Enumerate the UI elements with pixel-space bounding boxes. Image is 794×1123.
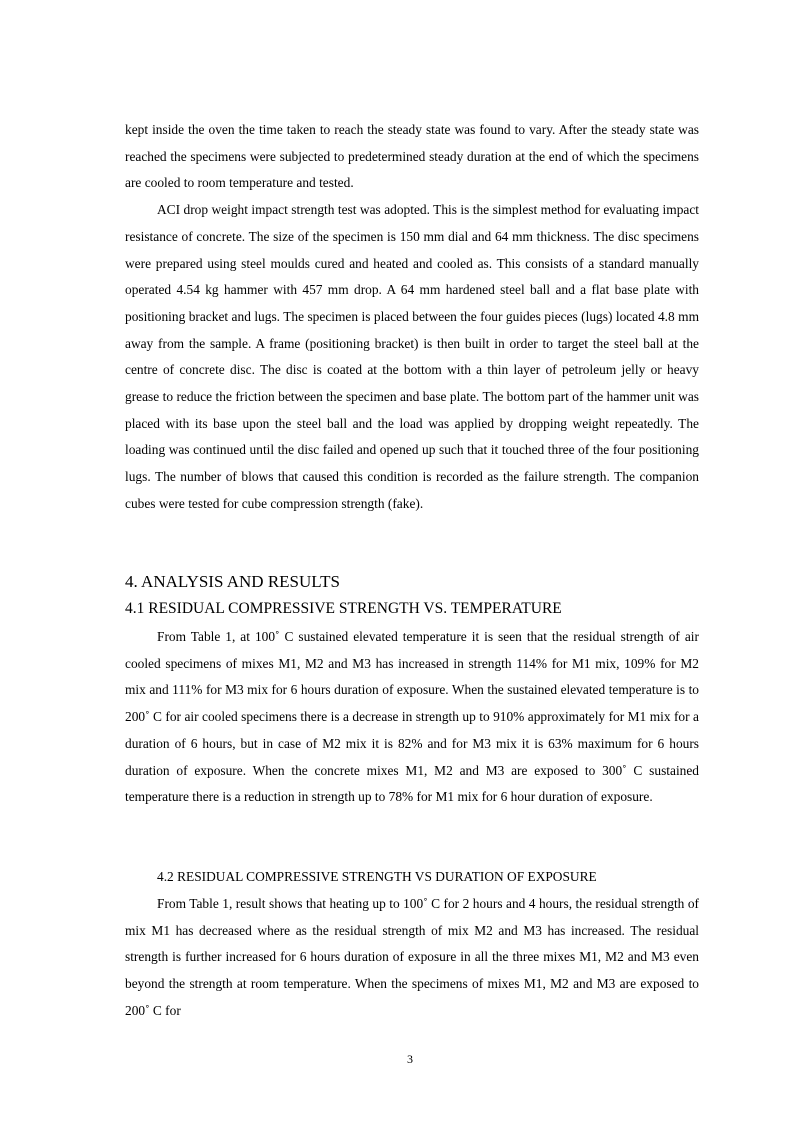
heading-analysis-results: 4. ANALYSIS AND RESULTS bbox=[125, 572, 340, 591]
text-block-temperature bbox=[125, 624, 699, 811]
text-block-duration bbox=[125, 891, 699, 1025]
paragraph-impact-test: ACI drop weight impact strength test was adopted. This is the simplest method for evaluating impact resistance of concrete. The size of the specimen is 150 mm dial and 64 mm thickness. The disc specimens were prepared using steel moulds cured and heated and cooled as. This consists of a standard manually operated 4.54 kg hammer with 457 mm drop. A 64 mm hardened steel ball and a flat base plate with positioning bracket and lugs. The specimen is placed between the four guides pieces (lugs) located 4.8 mm away from the sample. A frame (positioning bracket) is then built in order to target the steel ball at the centre of concrete disc. The disc is coated at the bottom with a thin layer of petroleum jelly or heavy grease to reduce the friction between the specimen and base plate. The bottom part of the hammer unit was placed with its base upon the steel ball and the load was applied by dropping weight repeatedly. The loading was continued until the disc failed and opened up such that it touched three of the four positioning lugs. The number of blows that caused this condition is recorded as the failure strength. The companion cubes were tested for cube compression strength (fake). bbox=[125, 202, 699, 511]
heading-strength-vs-duration: 4.2 RESIDUAL COMPRESSIVE STRENGTH VS DURATION OF EXPOSURE bbox=[157, 869, 597, 884]
paragraph-duration-results: From Table 1, result shows that heating up to 100˚ C for 2 hours and 4 hours, the residual strength of mix M1 has decreased where as the residual strength of mix M2 and M3 has increased. The residual strength is further increased for 6 hours duration of exposure in all the three mixes M1, M2 and M3 even beyond the strength at room temperature. When the specimens of mixes M1, M2 and M3 are exposed to 200˚ C for bbox=[125, 896, 699, 1018]
heading-strength-vs-temperature: 4.1 RESIDUAL COMPRESSIVE STRENGTH VS. TEMPERATURE bbox=[125, 600, 562, 617]
paragraph-oven-steady-state: kept inside the oven the time taken to reach the steady state was found to vary. After the steady state was reached the specimens were subjected to predetermined steady duration at the end of which the specimens are cooled to room temperature and tested. bbox=[125, 122, 699, 191]
page-number: 3 bbox=[407, 1052, 413, 1066]
paragraph-temperature-results: From Table 1, at 100˚ C sustained elevated temperature it is seen that the residual strength of air cooled specimens of mixes M1, M2 and M3 has increased in strength 114% for M1 mix, 109% for M2 mix and 111% for M3 mix for 6 hours duration of exposure. When the sustained elevated temperature is to 200˚ C for air cooled specimens there is a decrease in strength up to 910% approximately for M1 mix for a duration of 6 hours, but in case of M2 mix it is 82% and for M3 mix it is 63% maximum for 6 hours duration of exposure. When the concrete mixes M1, M2 and M3 are exposed to 300˚ C sustained temperature there is a reduction in strength up to 78% for M1 mix for 6 hour duration of exposure. bbox=[125, 629, 699, 805]
text-block-top bbox=[125, 117, 699, 518]
